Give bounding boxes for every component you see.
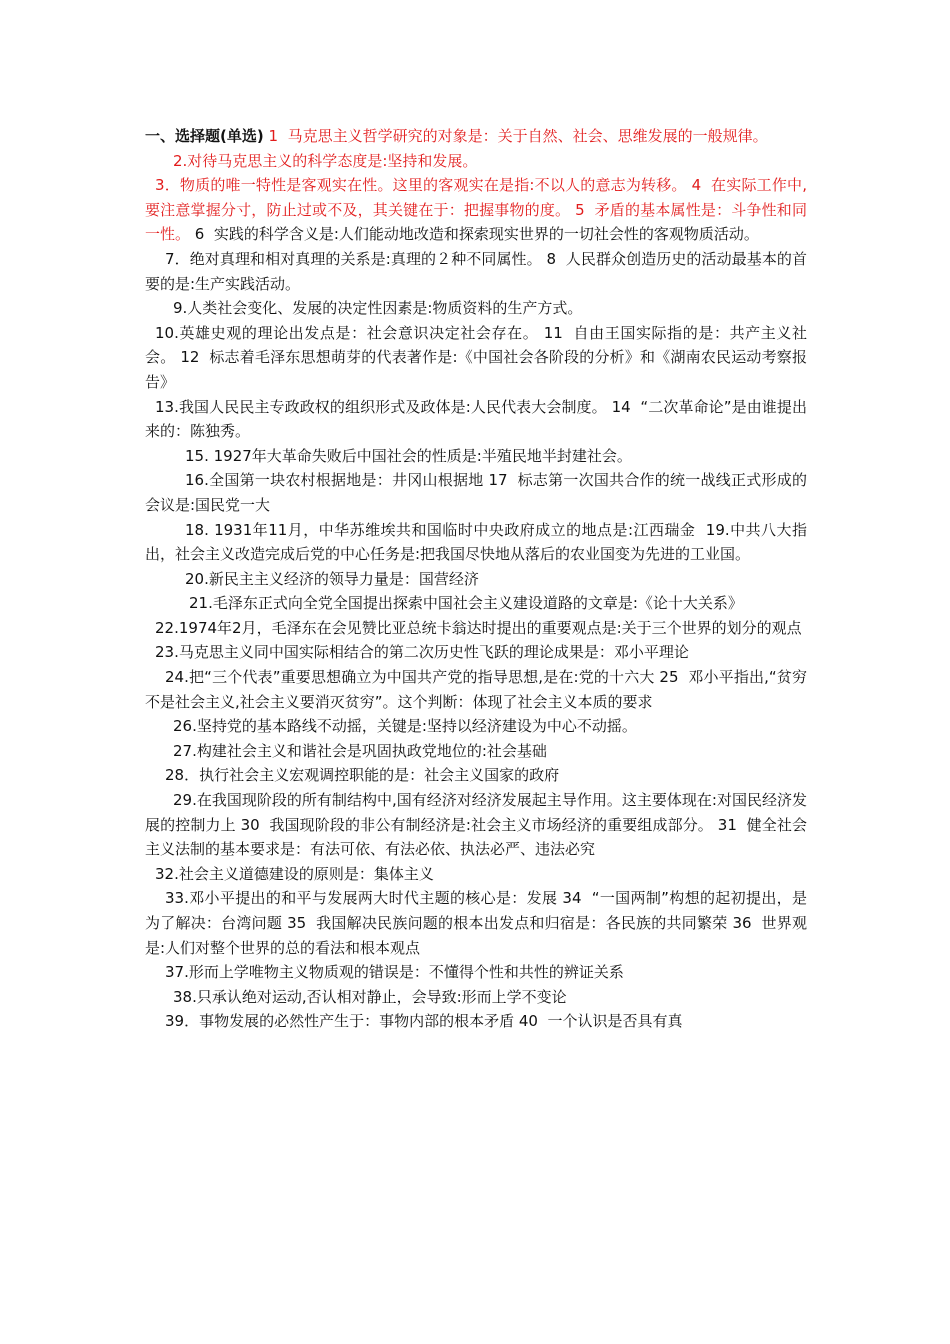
paragraph-17: 27.构建社会主义和谐社会是巩固执政党地位的:社会基础 [173,741,547,760]
paragraph-23: 38.只承认绝对运动,否认相对静止，会导致:形而上学不变论 [173,987,567,1006]
paragraph-3 [145,173,807,247]
document-body [145,124,807,1034]
paragraph-16: 26.坚持党的基本路线不动摇，关键是:坚持以经济建设为中心不动摇。 [173,717,637,736]
paragraph-9: 16.全国第一块农村根据地是：井冈山根据地 17 ﻿ 标志第一次国共合作的统一战线正式形成的会议是:国民党一大 [145,471,807,514]
paragraph-13: 22.1974年2月，毛泽东在会见赞比亚总统卡翁达时提出的重要观点是:关于三个世界的划分的观点 [155,618,802,637]
paragraph-4: 7．绝对真理和相对真理的关系是:真理的２种不同属性。 8 ﻿ 人民群众创造历史的活动最基本的首要的是:生产实践活动。 [145,249,807,293]
paragraph-11: 20.新民主主义经济的领导力量是：国营经济 [185,569,479,588]
paragraph-7: 13.我国人民民主专政政权的组织形式及政体是:人民代表大会制度。 14 ﻿ “二次革命论”是由谁提出来的：陈独秀。 [145,397,807,441]
paragraph-10: 18. 1931年11月，中华苏维埃共和国临时中央政府成立的地点是:江西瑞金 ﻿ 19.中共八大指出，社会主义改造完成后党的中心任务是:把我国尽快地从落后的农业国变为先进的工业国。 [145,520,807,564]
paragraph-3-tail-text: 6 ﻿ 实践的科学含义是:人们能动地改造和探索现实世界的一切社会性的客观物质活动。 [190,225,759,244]
section-heading: 一、选择题(单选) [145,127,264,145]
paragraph-1-text: 1 ﻿ 马克思主义哲学研究的对象是：关于自然、社会、思维发展的一般规律。 [268,127,768,145]
paragraph-14: 23.马克思主义同中国实际相结合的第二次历史性飞跃的理论成果是：邓小平理论 [155,643,689,662]
paragraph-22: 37.形而上学唯物主义物质观的错误是：不懂得个性和共性的辨证关系 [165,963,624,982]
paragraph-20: 32.社会主义道德建设的原则是：集体主义 [155,864,434,883]
paragraph-21: 33.邓小平提出的和平与发展两大时代主题的核心是：发展 34 ﻿ “一国两制”构想的起初提出，是为了解决：台湾问题 35 ﻿ 我国解决民族问题的根本出发点和归宿是：各民族的共同繁荣 36 ﻿ 世界观是:人们对整个世界的总的看法和根本观点 [145,889,807,957]
paragraph-15: 24.把“三个代表”重要思想确立为中国共产党的指导思想,是在:党的十六大 25 ﻿ 邓小平指出,“贫穷不是社会主义,社会主义要消灭贫穷”。这个判断：体现了社会主义本质的要求 [145,668,807,711]
paragraph-24: 39．事物发展的必然性产生于：事物内部的根本矛盾 40 ﻿ 一个认识是否具有真 [165,1012,683,1031]
paragraph-2: 2.对待马克思主义的科学态度是:坚持和发展。 [173,151,478,170]
paragraph-1 [145,124,807,149]
paragraph-19: 29.在我国现阶段的所有制结构中,国有经济对经济发展起主导作用。这主要体现在:对国民经济发展的控制力上 30 ﻿ 我国现阶段的非公有制经济是:社会主义市场经济的重要组成部分。 31 ﻿ 健全社会主义法制的基本要求是：有法可依、有法必依、执法必严、违法必究 [145,791,807,859]
paragraph-18: 28．执行社会主义宏观调控职能的是：社会主义国家的政府 [165,766,560,785]
paragraph-5: 9.人类社会变化、发展的决定性因素是:物质资料的生产方式。 [173,299,583,318]
paragraph-12: 21.毛泽东正式向全党全国提出探索中国社会主义建设道路的文章是:《论十大关系》 [189,594,743,613]
paragraph-8: 15. 1927年大革命失败后中国社会的性质是:半殖民地半封建社会。 [185,446,632,465]
paragraph-6: 10.英雄史观的理论出发点是：社会意识决定社会存在。 11 ﻿ 自由王国实际指的是：共产主义社会。 12 ﻿ 标志着毛泽东思想萌芽的代表著作是:《中国社会各阶段的分析》和《湖南农民运动考察报告》 [145,323,807,391]
paragraph-3-red-text: 3．物质的唯一特性是客观实在性。这里的客观实在是指:不以人的意志为转移。 4 ﻿ 在实际工作中,要注意掌握分寸，防止过或不及，其关键在于：把握事物的度。 5 ﻿ 矛盾的基本属性是：斗争性和同一性。 [145,176,807,244]
